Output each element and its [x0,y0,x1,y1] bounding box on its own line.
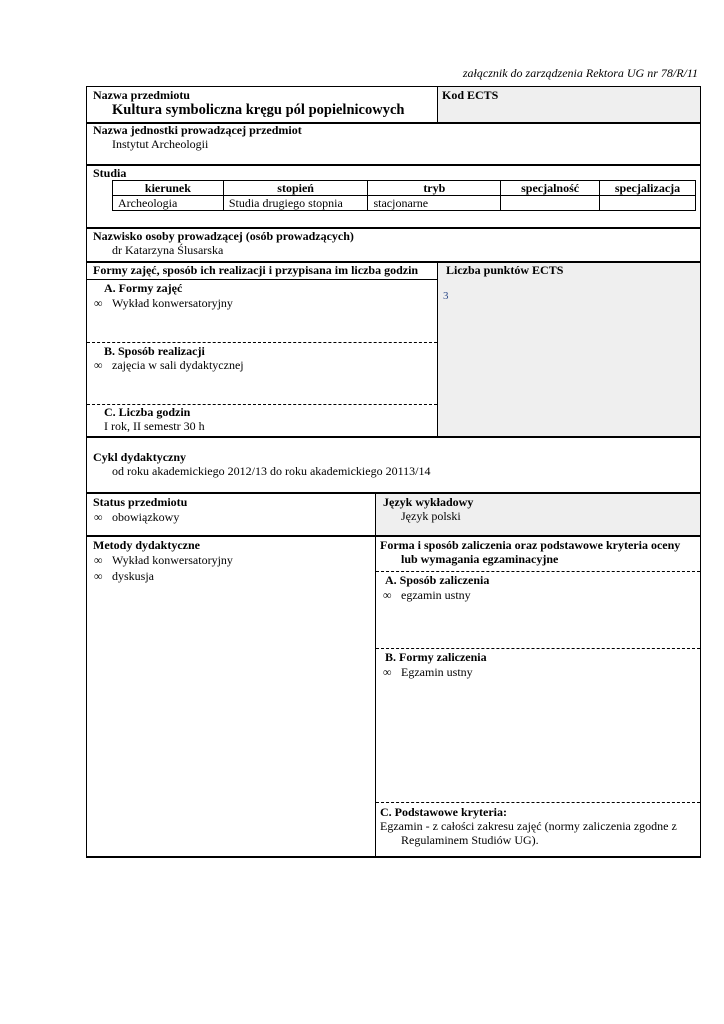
cycle-value: od roku akademickiego 2012/13 do roku akademickiego 20113/14 [112,464,431,478]
studies-cell-stopien: Studia drugiego stopnia [223,196,368,211]
studies-header-specjalnosc: specjalność [501,181,600,196]
methods-item-text: Wykład konwersatoryjny [112,553,233,567]
unit-label: Nazwa jednostki prowadzącej przedmiot [93,123,302,137]
assessment-c-line2: Regulaminem Studiów UG). [401,833,539,847]
studies-row [113,196,696,211]
assessment-label-line1: Forma i sposób zaliczenia oraz podstawowe kryteria oceny [380,538,681,552]
forms-b-item [94,358,244,373]
forms-a-item-text: Wykład konwersatoryjny [112,296,233,310]
methods-label: Metody dydaktyczne [93,538,200,552]
assessment-b-item-text: Egzamin ustny [401,665,473,679]
forms-a-item [94,296,233,311]
assessment-b-item [383,665,473,680]
ects-code-label: Kod ECTS [442,88,499,102]
assessment-a-item-text: egzamin ustny [401,588,471,602]
forms-a-label: A. Formy zajęć [104,281,183,295]
studies-header-kierunek: kierunek [113,181,224,196]
assessment-a-item [383,588,471,603]
subject-title: Kultura symboliczna kręgu pól popielnicowych [112,102,405,118]
studies-table [112,180,696,211]
forms-c-label: C. Liczba godzin [104,405,191,419]
methods-item [94,569,154,584]
assessment-label-line2: lub wymagania egzaminacyjne [401,552,559,566]
methods-item [94,553,233,568]
assessment-c-line1: Egzamin - z całości zakresu zajęć (normy zaliczenia zgodne z [380,819,677,833]
ects-points-cell [438,262,700,436]
status-item-text: obowiązkowy [112,510,180,524]
methods-item-text: dyskusja [112,569,154,583]
language-label: Język wykładowy [383,495,474,509]
studies-header-specjalizacja: specjalizacja [600,181,696,196]
assessment-c-label: C. Podstawowe kryteria: [380,805,507,819]
assessment-b-label: B. Formy zaliczenia [385,650,487,664]
lecturer-label: Nazwisko osoby prowadzącej (osób prowadzących) [93,229,354,243]
unit-value: Instytut Archeologii [112,137,209,151]
header-note: załącznik do zarządzenia Rektora UG nr 78/R/11 [462,66,698,80]
forms-b-label: B. Sposób realizacji [104,344,205,358]
studies-header-row [113,181,696,196]
forms-c-value: I rok, II semestr 30 h [104,419,205,433]
studies-label: Studia [93,166,127,180]
studies-cell-tryb: stacjonarne [368,196,501,211]
lecturer-value: dr Katarzyna Ślusarska [112,243,224,257]
studies-cell-specjalnosc [501,196,600,211]
assessment-a-label: A. Sposób zaliczenia [385,573,490,587]
status-label: Status przedmiotu [93,495,188,509]
forms-b-item-text: zajęcia w sali dydaktycznej [112,358,244,372]
subject-label: Nazwa przedmiotu [93,88,190,102]
ects-points-label: Liczba punktów ECTS [446,263,564,277]
status-item [94,510,179,525]
language-value: Język polski [401,509,461,523]
studies-header-stopien: stopień [223,181,368,196]
ects-points-value: 3 [443,290,449,302]
studies-cell-specjalizacja [600,196,696,211]
forms-label: Formy zajęć, sposób ich realizacji i przypisana im liczba godzin [93,263,419,277]
studies-cell-kierunek: Archeologia [113,196,224,211]
cycle-label: Cykl dydaktyczny [93,450,187,464]
studies-header-tryb: tryb [368,181,501,196]
